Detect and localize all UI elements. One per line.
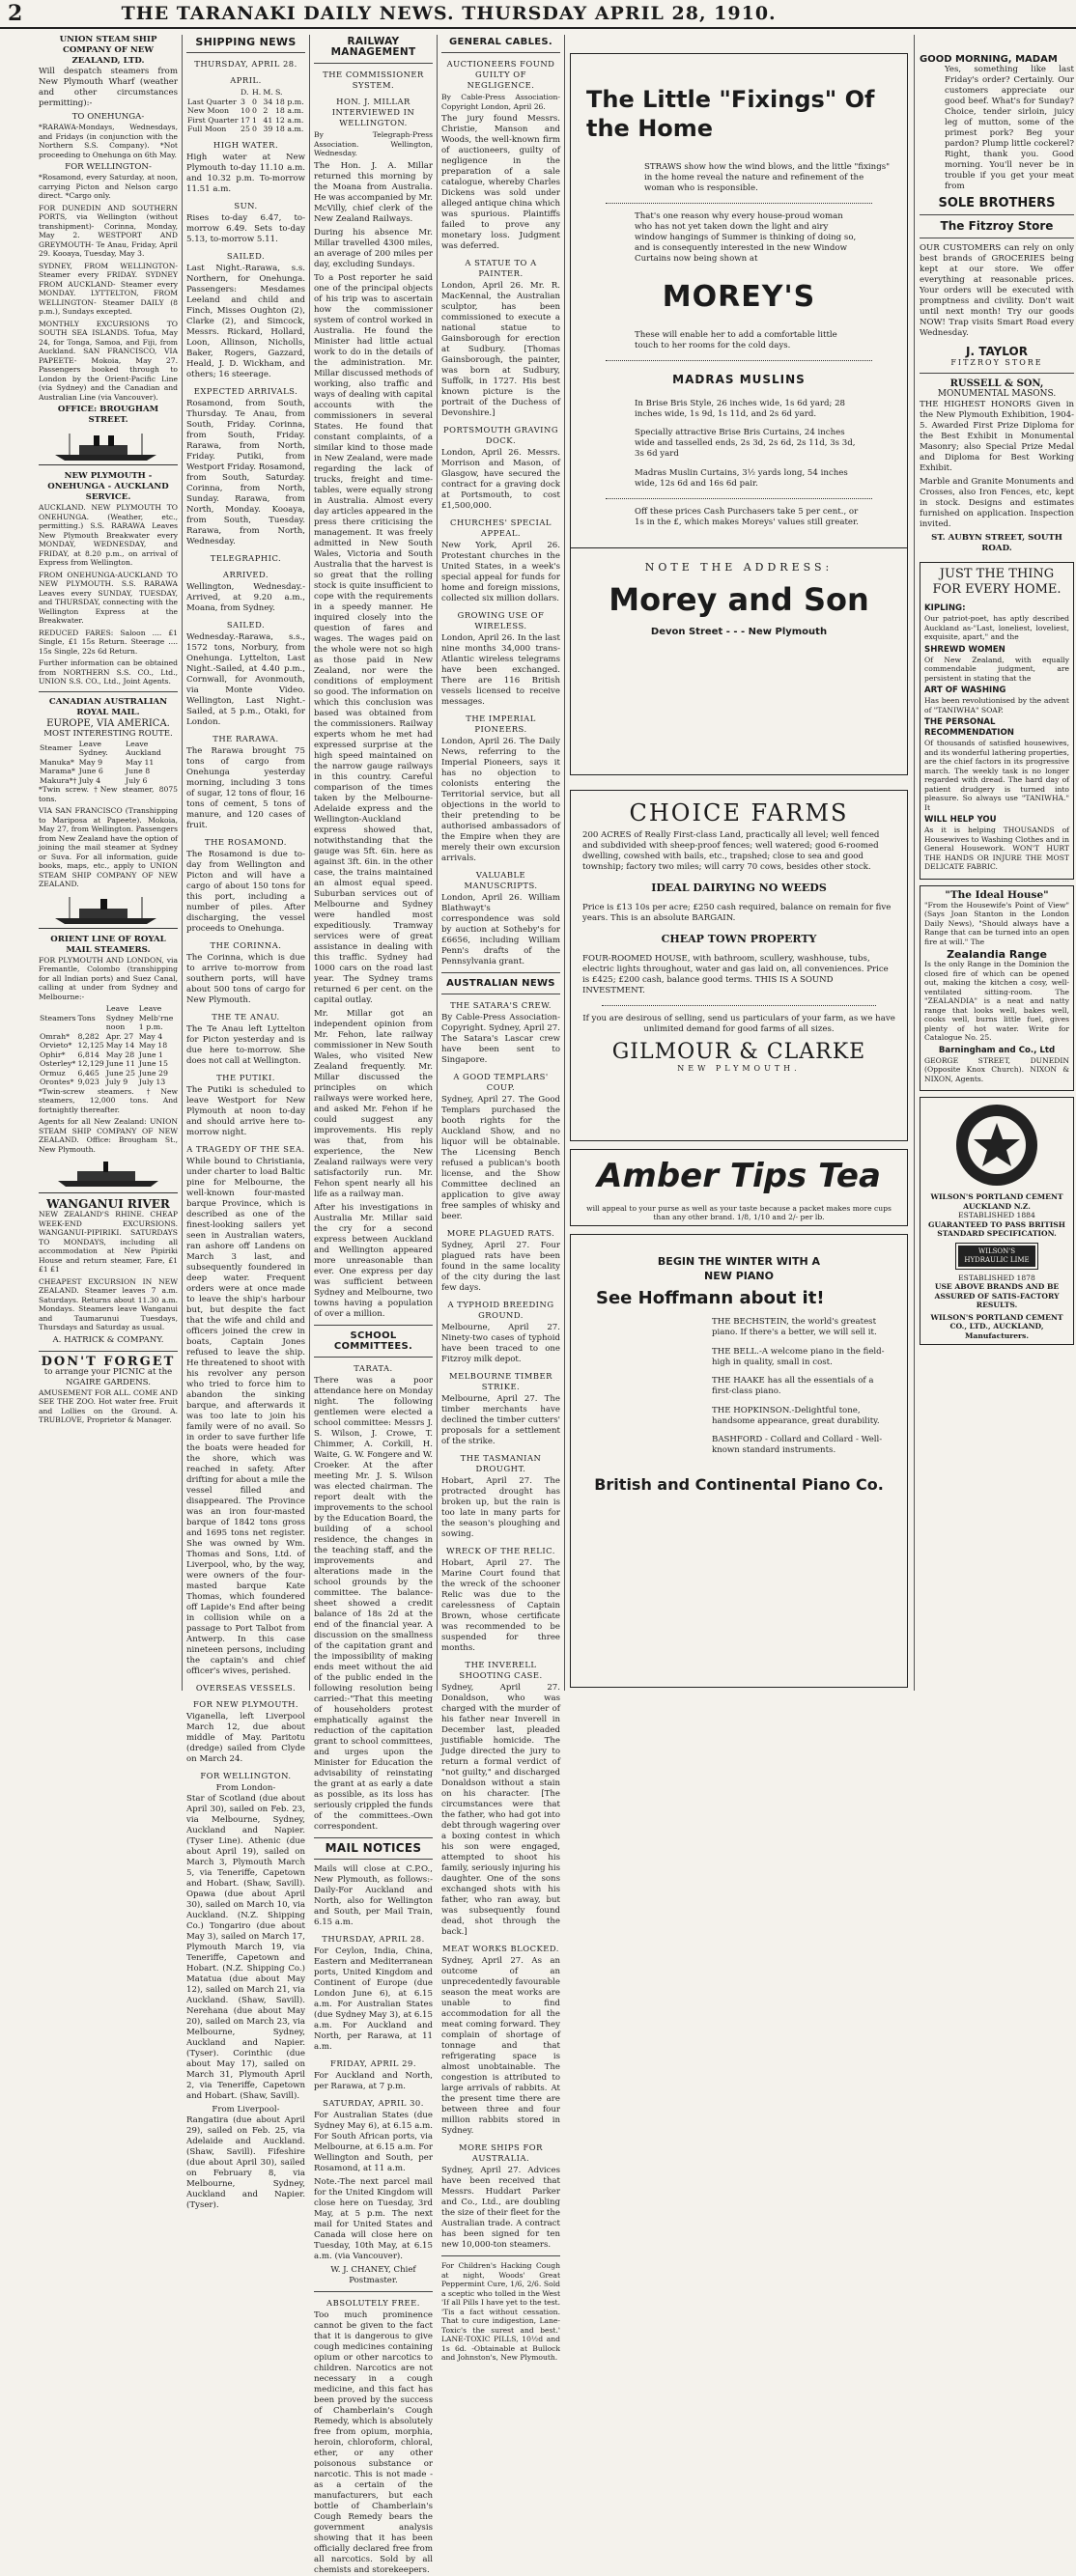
- ships-text: Sydney, April 27. Advices have been received that Messrs. Huddart Parker and Co., Ltd., are doubling the size of their fleet for the Australian trade. A contract has been signed for ten new 10,000-ton steamers.: [441, 2166, 560, 2250]
- zealandia-heading: Zealandia Range: [947, 948, 1047, 961]
- choice-farms-title: CHOICE FARMS: [629, 799, 849, 826]
- ideal-dairying: IDEAL DAIRYING NO WEEDS: [651, 882, 827, 894]
- san-francisco-text: VIA SAN FRANCISCO (Transhipping to Mariposa at Papeete). Mokoia, May 27, from Wellington. Passengers from New Zealand have the option of joining the mail steamer at Sydney or Suva. For all information, guide books, maps, etc., apply to UNION STEAM SHIP COMPANY OF NEW ZEALAND.: [39, 806, 178, 888]
- shrewd-text: Of New Zealand, with equally commendable judgment, are persistent in stating that the: [924, 655, 1069, 683]
- gilmour-clarke: GILMOUR & CLARKE: [611, 1040, 866, 1065]
- route-heading: MOST INTERESTING ROUTE.: [43, 728, 173, 739]
- sole-greeting: GOOD MORNING, MADAM: [920, 54, 1058, 65]
- wilsons-cement-advert: [920, 1097, 1074, 1345]
- corinna-text: The Corinna, which is due to arrive to-morrow from southern ports, will have about 500 tons of cargo for New Plymouth.: [186, 952, 305, 1005]
- british-continental: British and Continental Piano Co.: [594, 1475, 884, 1495]
- russell-text: THE HIGHEST HONORS Given in the New Plymouth Exhibition, 1904-5. Awarded First Prize Diploma for the Best Exhibit in Monumental Masonry; also Special Prize Medal and Diploma for Best Working Exhibit.: [920, 400, 1074, 473]
- amber-tips-title: Amber Tips Tea: [597, 1157, 881, 1195]
- europe-heading: EUROPE, VIA AMERICA.: [46, 717, 170, 729]
- table-row: Ophir* 6,814 May 28 June 1: [40, 1050, 164, 1059]
- help-heading: WILL HELP YOU: [924, 815, 997, 825]
- fixings-p3: These will enable her to add a comfortable little touch to her rooms for the cold days.: [635, 330, 837, 351]
- table-note: *Twin screw. †New steamer, 8075 tons.: [39, 785, 178, 803]
- table-row: Last Quarter 3 0 34 18 p.m.: [187, 97, 304, 106]
- arrived-text: Wellington, Wednesday.-Arrived, at 9.20 a.m., Moana, from Sydney.: [186, 581, 305, 613]
- from-liverpool-text: Rangatira (due about April 29), sailed on Feb. 25, via Adelaide and Auckland. (Shaw, Savill). Fifeshire (due about April 30), sailed on February 8, via Melbourne, Sydney, Auckland and Napier. (Tyser).: [186, 2114, 305, 2210]
- sun-heading: SUN.: [234, 200, 258, 210]
- table-row: Omrah* 8,282 Apr. 27 May 4: [40, 1031, 163, 1041]
- absolutely-free-heading: ABSOLUTELY FREE.: [326, 2297, 420, 2308]
- timber-heading: MELBOURNE TIMBER STRIKE.: [449, 1371, 552, 1391]
- fitzroy-text: OUR CUSTOMERS can rely on only best brands of GROCERIES being kept at our store. We offer everything at reasonable prices. Your orders will be executed with promptness and civility. Don't wait until next month! Try our goods NOW! Trap visits Smart Road every Wednesday.: [920, 243, 1074, 338]
- hoffmann-piano-advert: [570, 1234, 908, 1688]
- steamer-icon: [39, 895, 178, 929]
- wireless-heading: GROWING USE OF WIRELESS.: [457, 610, 545, 630]
- russell-name: RUSSELL & SON,: [949, 378, 1044, 389]
- railway-title: RAILWAY MANAGEMENT: [330, 36, 416, 58]
- dock-heading: PORTSMOUTH GRAVING DOCK.: [442, 425, 559, 445]
- cables-p1: The jury found Messrs. Christie, Manson and Woods, the well-known firm of auctioneers, guilty of negligence in the preparation of a sale catalogue, whereby Charles Dickens was sold under alleged antique china which was spurious. Plaintiffs failed to prove any monetary loss. Judgment was deferred.: [441, 114, 560, 251]
- table-row: Orvieto* 12,125 May 14 May 18: [40, 1041, 168, 1050]
- cement-guarantee: GUARANTEED TO PASS BRITISH STANDARD SPECIFICATION.: [928, 1219, 1065, 1238]
- piano-item: THE BECHSTEIN, the world's greatest piano. If there's a better, we will sell it.: [712, 1317, 877, 1337]
- sailed-text: Last Night.-Rarawa, s.s. Northern, for Onehunga. Passengers: Mesdames Leeland and child and Finch, Misses Oughton (2), Clarke (2), and Simcock, Messrs. Rickard, Hollard, Loon, Allinson, Nicholls, Baker, Rogers, Gazzard, Heald, J. D. Wickham, and others; 16 steerage.: [186, 263, 305, 379]
- for-np-text: Viganella, left Liverpool March 12, due about middle of May. Paritotu (dredge) sailed from Clyde on March 24.: [186, 1711, 305, 1764]
- picnic-text: to arrange your PICNIC at the NGAIRE GARDENS.: [43, 1366, 173, 1387]
- cement-seal-text: WILSON'S PORTLAND CEMENT AUCKLAND N.Z.: [930, 1192, 1063, 1211]
- piano-item: THE BELL.-A welcome piano in the field-high in quality, small in cost.: [712, 1346, 885, 1367]
- table-row: Ormuz 6,465 June 25 June 29: [40, 1068, 168, 1078]
- putiki-text: The Putiki is scheduled to leave Westport for New Plymouth at noon to-day and should arrive here to-morrow night.: [186, 1084, 305, 1137]
- railway-p4: Mr. Millar got an independent opinion from Mr. Fehon, late railway commissioner in New South Wales, who visited New Zealand frequently. Mr. Millar discussed the principles on which railways were worked here, and asked Mr. Fehon if he could suggest any improvements. His reply was that, from his experience, the New Zealand railways were very satisfactorily run. Mr. Fehon spent nearly all his life as a railway man.: [314, 1008, 433, 1199]
- masthead: [0, 0, 1076, 29]
- high-water-heading: HIGH WATER.: [212, 139, 279, 150]
- satara-text: By Cable-Press Association-Copyright. Sydney, April 27. The Satara's Lascar crew have been sent to Singapore.: [441, 1013, 560, 1065]
- moreys-name: MOREY'S: [662, 280, 816, 315]
- madras-p3: Madras Muslin Curtains, 3½ yards long, 54 inches wide, 12s 6d and 16s 6d pair.: [635, 467, 848, 489]
- dunedin-text: FOR DUNEDIN AND SOUTHERN PORTS, via Wellington (without transhipment)- Corinna, Monday, May 2. WESTPORT AND GREYMOUTH- Te Anau, Friday, April 29. Kooaya, Tuesday, May 3.: [39, 203, 178, 258]
- fares-info: Further information can be obtained from NORTHERN S.S. CO., Ltd., UNION S.S. CO., Ltd., Joint Agents.: [39, 658, 178, 686]
- choice-p2: Price is £13 10s per acre; £250 cash required, balance on remain for five years. This is an absolute BARGAIN.: [582, 903, 892, 923]
- onehunga-heading: TO ONEHUNGA-: [71, 112, 145, 122]
- column-4: [441, 35, 560, 2362]
- peppermint-ad: For Children's Hacking Cough at night, Woods' Great Peppermint Cure, 1/6, 2/6. Sold a sceptic who tolled in the West 'If all Pills I have yet to the test. 'Tis a fact without cessation. That to cure indigestion, Lane-Toxic's the surest and best.' LANE-TOXIC PILLS, 10½d and 1s 6d. -Obtainable at Bullock and Johnston's, New Plymouth.: [441, 2261, 560, 2362]
- thursday-heading: THURSDAY, APRIL 28.: [322, 1933, 425, 1944]
- shrewd-heading: SHREWD WOMEN: [924, 644, 1005, 655]
- railway-sub-1: THE COMMISSIONER SYSTEM.: [323, 70, 424, 90]
- expected-text: Rosamond, from South, Thursday. Te Anau, from South, Friday. Corinna, from South, Friday. Rarawa, from North, Friday. Putiki, from Westport Friday. Rosamond, from South, Saturday. Corinna, from North, Sunday. Rarawa, from North, Monday. Kooaya, from South, Tuesday. Rarawa, from North, Wednesday.: [186, 398, 305, 546]
- for-np-heading: FOR NEW PLYMOUTH.: [192, 1698, 299, 1709]
- zealandia-advert: [920, 885, 1074, 1092]
- from-liverpool: From Liverpool-: [212, 2104, 280, 2114]
- cement-use-text: USE ABOVE BRANDS AND BE ASSURED OF SATIS-FACTORY RESULTS.: [934, 1282, 1060, 1309]
- relic-text: Hobart, April 27. The Marine Court found that the wreck of the schooner Relic was due to the carelessness of Captain Brown, whose certificate was recommended to be suspended for three months.: [441, 1558, 560, 1653]
- putiki-heading: THE PUTIKI.: [216, 1072, 275, 1082]
- shipping-news-title: SHIPPING NEWS: [195, 36, 297, 48]
- churches-heading: CHURCHES' SPECIAL APPEAL.: [450, 518, 552, 538]
- cement-company: WILSON'S PORTLAND CEMENT CO., LTD., AUCKLAND, Manufacturers.: [930, 1312, 1063, 1340]
- wireless-text: London, April 26. In the last nine months 34,000 trans-Atlantic wireless telegrams have been exchanged. There are 116 British vessels licensed to receive messages.: [441, 633, 560, 707]
- wellington-text: *Rosamond, every Saturday, at noon, carrying Picton and Nelson cargo direct. *Cargo only.: [39, 173, 178, 200]
- barningham-address: GEORGE STREET, DUNEDIN (Opposite Knox Church). NIXON & NIXON, Agents.: [924, 1055, 1069, 1083]
- drought-text: Hobart, April 27. The protracted drought has broken up, but the rain is too late in many parts for the season's ploughing and sowing.: [441, 1476, 560, 1539]
- madras-p4: Off these prices Cash Purchasers take 5 per cent., or 1s in the £, which makes Moreys' values still greater.: [635, 507, 859, 528]
- statue-heading: A STATUE TO A PAINTER.: [465, 258, 537, 278]
- overseas-heading: OVERSEAS VESSELS.: [195, 1682, 297, 1693]
- lime-label: WILSON'S HYDRAULIC LIME: [958, 1246, 1035, 1267]
- timber-text: Melbourne, April 27. The timber merchants have declined the timber cutters' proposals for a settlement of the strike.: [441, 1394, 560, 1446]
- railway-p2: During his absence Mr. Millar travelled 4300 miles, an average of 200 miles per day, excluding Sundays.: [314, 227, 433, 269]
- manuscripts-heading: VALUABLE MANUSCRIPTS.: [464, 870, 538, 890]
- column-rule: [564, 35, 565, 1691]
- rats-heading: MORE PLAGUED RATS.: [446, 1228, 555, 1238]
- amber-tips-text: will appeal to your purse as well as your taste because a packet makes more cups than any other brand. 1/8, 1/10 and 2/- per lb.: [586, 1203, 892, 1222]
- table-row: New Moon 10 0 2 18 a.m.: [187, 106, 304, 115]
- expected-heading: EXPECTED ARRIVALS.: [193, 385, 298, 396]
- cables-byline: By Cable-Press Association-Copyright London, April 26.: [441, 93, 560, 111]
- dont-forget-heading: DON'T FORGET: [41, 1354, 176, 1369]
- rarawa-heading: THE RARAWA.: [212, 733, 279, 743]
- table-row: First Quarter 17 1 41 12 a.m.: [187, 115, 304, 125]
- april-heading: APRIL.: [230, 75, 262, 85]
- high-water-text: High water at New Plymouth to-day 11.10 a.m. and 10.32 p.m. To-morrow 11.51 a.m.: [186, 152, 305, 194]
- orient-sailings-table: Steamers Tons Leave Sydney noon Leave Melb'rne 1 p.m. Omrah* 8,282 Apr. 27 May 4 Orvieto* 12,125 May 14 May 18 Ophir* 6,814 May 28 June 1 Osterley* 12,129 June 11 June 15 Ormuz 6,465 June 25 June 29 Orontes* 9,023 July 9 July 13: [39, 1004, 178, 1087]
- typhoid-text: Melbourne, April 27. Ninety-two cases of typhoid have been traced to one Fitzroy milk depot.: [441, 1323, 560, 1364]
- steamer-icon: [39, 432, 178, 465]
- russell-sub: MONUMENTAL MASONS.: [937, 389, 1057, 399]
- mail-text: Mails will close at C.P.O., New Plymouth, as follows:- Daily-For Auckland and North, also for Wellington and South, per Mail Train, 6.15 a.m.: [314, 1863, 433, 1927]
- column-3: [314, 35, 434, 2575]
- kipling-text: Our patriot-poet, has aptly described Auckland as-"Last, loneliest, loveliest, exquisite, apart," and the: [924, 614, 1069, 641]
- general-cables-title: GENERAL CABLES.: [449, 37, 552, 47]
- excursions-text: MONTHLY EXCURSIONS TO SOUTH SEA ISLANDS. Tofua, May 24, for Tonga, Samoa, and Fiji, from Auckland. SAN FRANCISCO, VIA PAPEETE- Mokoia, May 27. Passengers booked through to London by the Orient-Pacific Line (via Sydney) and the Canadian and Australian Line (via Vancouver).: [39, 319, 178, 402]
- absolutely-free-text: Too much prominence cannot be given to the fact that it is dangerous to give cough medicines containing opium or other narcotics to children. Narcotics are not necessary in a cough medicine, and this fact has been proved by the success of Chamberlain's Cough Remedy, which is absolutely free from opium, morphia, heroin, chloroform, chloral, ether, or any other poisonous substance or narcotic. This is not made - as a certain of the manufacturers, but each bottle of Chamberlain's Cough Remedy bears the government analysis showing that it has been officially declared free from all narcotics. Sold by all chemists and storekeepers.: [314, 2310, 433, 2575]
- column-2: [186, 35, 305, 2210]
- cement-seal-icon: [953, 1102, 1040, 1189]
- saturday-text: For Australian States (due Sydney May 6), at 6.15 a.m. For South African ports, via Melbourne, at 6.15 a.m. For Wellington and South, per Rosamond, at 11 a.m.: [314, 2110, 433, 2173]
- gilmour-place: NEW PLYMOUTH.: [677, 1064, 801, 1074]
- sole-brothers: SOLE BROTHERS: [938, 196, 1056, 210]
- drought-heading: THE TASMANIAN DROUGHT.: [460, 1453, 542, 1473]
- tragedy-heading: A TRAGEDY OF THE SEA.: [186, 1143, 305, 1154]
- column-rule: [914, 35, 915, 1691]
- thursday-text: For Ceylon, India, China, Eastern and Mediterranean ports, United Kingdom and Continent of Europe (due London June 6), at 6.15 a.m. For Australian States (due Sydney May 3), at 6.15 a.m. For Auckland and North, per Rarawa, at 11 a.m.: [314, 1946, 433, 2052]
- fitzroy-store: The Fitzroy Store: [940, 219, 1054, 233]
- railway-byline: By Telegraph-Press Association. Wellington, Wednesday.: [314, 130, 433, 157]
- pioneers-heading: THE IMPERIAL PIONEERS.: [466, 714, 536, 734]
- teanau-heading: THE TE ANAU.: [212, 1011, 280, 1022]
- ideal-house-heading: "The Ideal House": [945, 888, 1049, 901]
- washing-heading: ART OF WASHING: [924, 686, 1006, 695]
- manuscripts-text: London, April 26. William Blathwayt's correspondence was sold by auction at Sotheby's for £6656, including William Penn's drafts of the Pennsylvania grant.: [441, 893, 560, 966]
- friday-heading: FRIDAY, APRIL 29.: [330, 2058, 416, 2068]
- column-rule: [182, 35, 183, 1691]
- cheap-town-heading: CHEAP TOWN PROPERTY: [661, 933, 817, 945]
- sailed2-text: Wednesday.-Rarawa, s.s., 1572 tons, Norbury, from Onehunga. Lyttelton, Last Night.-Sailed, at 4.40 p.m., Cornwall, for Avonmouth, via Monte Video. Wellington, Last Night.-Sailed, at 5 p.m., Otaki, for London.: [186, 631, 305, 727]
- statue-text: London, April 26. Mr. R. MacKennal, the Australian sculptor, has been commissioned to execute a national statue to Gainsborough for erection at Sudbury. [Thomas Gainsborough, the painter, was born at Sudbury, Suffolk, in 1727. His best known picture is the portrait of the Duchess of Devonshire.]: [441, 281, 560, 418]
- table-row: Full Moon 25 0 39 18 a.m.: [187, 125, 304, 133]
- just-the-thing: JUST THE THING FOR EVERY HOME.: [932, 567, 1062, 597]
- choice-farms-advert: [570, 790, 908, 1141]
- winter-heading: BEGIN THE WINTER WITH A NEW PIANO: [657, 1255, 821, 1282]
- rosamond-heading: THE ROSAMOND.: [205, 836, 287, 847]
- mail-notices-title: MAIL NOTICES: [325, 1840, 422, 1855]
- railway-p1: The Hon. J. A. Millar returned this morning by the Moana from Australia. He was accompanied by Mr. McVilly, chief clerk of the New Zealand Railways.: [314, 160, 434, 224]
- washing-text: Has been revolutionised by the advent of "TANIWHA" SOAP.: [924, 696, 1069, 714]
- personal-text: Of thousands of satisfied housewives, and its wonderful lathering properties, are the chief factors in its progressive march. The weekly task is no longer regarded with dread. The hard day of patient drudgery is turned into pleasure. So always use "TANIWHA." It: [924, 739, 1069, 812]
- satara-heading: THE SATARA'S CREW.: [450, 1000, 552, 1010]
- choice-p1: 200 ACRES of Really First-class Land, practically all level; well fenced and subdivided with sheep-proof fences; well watered; good 6-roomed dwelling, cowshed with bails, etc., trapshed; close to sea and good township; factory two miles; will carry 70 cows, besides other stock.: [582, 830, 880, 872]
- sun-text: Rises to-day 6.47, to-morrow 6.49. Sets to-day 5.13, to-morrow 5.11.: [186, 212, 305, 244]
- piano-item: BASHFORD - Collard and Collard - Well-known standard instruments.: [712, 1435, 883, 1456]
- templars-heading: A GOOD TEMPLARS' COUP.: [453, 1072, 549, 1092]
- table-row: Orontes* 9,023 July 9 July 13: [40, 1078, 166, 1086]
- arrived-heading: ARRIVED.: [222, 569, 269, 579]
- cheap-text: FOUR-ROOMED HOUSE, with bathroom, scullery, washhouse, tubs, electric lights throughout, water and gas laid on, all conveniences. Price is £425; £200 cash, balance good terms. THIS IS A SOUND INVESTMENT.: [582, 954, 889, 995]
- for-wellington-text: Star of Scotland (due about April 30), sailed on Feb. 23, via Melbourne, Sydney, Auckland and Napier. (Tyser Line). Athenic (due about April 19), sailed on March 3, Plymouth March 5, via Teneriffe, Capetown and Hobart. (Shaw, Savill). Opawa (due about April 30), sailed on March 10, via Auckland. (N.Z. Shipping Co.) Tongariro (due about May 3), sailed on March 17, Plymouth March 19, via Teneriffe, Capetown and Hobart. (N.Z. Shipping Co.) Matatua (due about May 12), sailed on March 21, via Auckland. (Shaw, Savill). Nerehana (due about May 20), sailed on March 23, via Melbourne, Sydney, Auckland and Napier. (Tyser). Corinthic (due about May 17), sailed on March 31, Plymouth April 2, via Teneriffe, Capetown and Hobart. (Shaw, Savill).: [186, 1793, 305, 2101]
- sailed-heading: SAILED.: [226, 250, 266, 261]
- cement-established: ESTABLISHED 1884: [958, 1211, 1035, 1219]
- help-text: As it is helping THOUSANDS of Housewives to Washing Clothes and in General Housework. WON'T HURT THE HANDS OR INJURE THE MOST DELICATE FABRIC.: [924, 826, 1069, 871]
- river-steamer-icon: [39, 1160, 178, 1193]
- column-rule: [437, 35, 438, 1691]
- sole-text: Yes, something like last Friday's order? Certainly. Our customers appreciate our good beef. What's for Sunday? Choice, tender sirloin, juicy leg of mutton, some of the primest pork? Beg your pardon? Plump little cockerel? Right, thank you. Good morning. You'll never be in trouble if you get your meat from: [945, 65, 1074, 191]
- telegraphic-heading: TELEGRAPHIC.: [210, 552, 282, 563]
- railway-p3: To a Post reporter he said one of the principal objects of his trip was to ascertain how the commissioner system of control worked in Australia. He found the Minister had little actual work to do in the details of the administration. Mr. Millar discussed methods of working, also traffic and ways of dealing with capital accounts with the commissioners in several States. He found that constant complaints, of a similar kind to those made in New Zealand, were made regarding the lack of trucks, freight and time-tables, were equally strong in Australia. Almost every day articles appeared in the press there criticising the management. It was freely admitted in New South Wales, Victoria and South Australia that the harvest is so great that the rolling stock is quite insufficient to cope with the requirements in a speedy manner. He inquired closely into the question of fares and wages. The wages paid on the whole were not so high as those paid in New Zealand, nor were the conditions of employment so good. The information on which this conclusion was based was obtained from the commissioners. Railway experts whom he met had expressed surprise at the high speed maintained on the narrow gauge railways in this country. Careful comparison of the times taken by the Melbourne-Adelaide express and the Wellington-Auckland express showed that, notwithstanding that the gauge was 5ft. 6in. here as against 3ft. 6in. in the other case, the trains maintained an almost equal speed. Suburban services out of Melbourne and Sydney were handled most expeditiously. Tramway services were of great assistance in dealing with this traffic. Sydney had 1000 cars on the road last year. The Sydney trams returned 6 per cent. on the capital outlay.: [314, 272, 433, 1005]
- tarata-heading: TARATA.: [354, 1362, 393, 1373]
- kipling-heading: KIPLING:: [924, 603, 966, 613]
- australian-news-title: AUSTRALIAN NEWS: [446, 978, 555, 989]
- moreys-advert: [570, 53, 908, 775]
- rats-text: Sydney, April 27. Four plagued rats have been found in the same locality of the city during the last few days.: [441, 1241, 560, 1293]
- rosamond-text: The Rosamond is due to-day from Wellington and Picton and will have a cargo of about 150 tons for this port, including a number of piles. After discharging, the vessel proceeds to Onehunga.: [186, 849, 305, 934]
- madras-heading: MADRAS MUSLINS: [672, 372, 806, 386]
- page-number: 2: [8, 1, 23, 26]
- zealandia-text: Is the only Range in the Dominion the closed fire of which can be opened out, making the kitchen a cosy, well-ventilated sitting-room. The "ZEALANDIA" is a neat and natty range that looks well, bakes well, cooks well, burns little fuel, gives plenty of hot water. Write for Catalogue No. 25.: [924, 960, 1069, 1042]
- choice-p3: If you are desirous of selling, send us particulars of your farm, as we have unlimited demand for good farms of all sizes.: [582, 1014, 895, 1035]
- lime-barrel-icon: [955, 1243, 1038, 1270]
- fixings-title: The Little "Fixings" Of the Home: [586, 86, 875, 142]
- meat-heading: MEAT WORKS BLOCKED.: [442, 1944, 559, 1953]
- hoffmann-heading: See Hoffmann about it!: [596, 1288, 825, 1308]
- note-text: Note.-The next parcel mail for the United Kingdom will close here on Tuesday, 3rd May, at 5 p.m. The next mail for United States and Canada will close here on Tuesday, 10th May, at 6.15 a.m. (via Vancouver).: [314, 2176, 433, 2261]
- taylor-name: J. TAYLOR: [966, 345, 1028, 358]
- np-service-title: NEW PLYMOUTH - ONEHUNGA - AUCKLAND SERVICE.: [47, 471, 169, 502]
- orient-table-note: *Twin-screw steamers. †New steamers, 12,000 tons. And fortnightly thereafter.: [39, 1086, 178, 1114]
- fixings-p1: STRAWS show how the wind blows, and the little "fixings" in the home reveal the nature and refinement of the woman who is responsible.: [644, 162, 891, 193]
- saturday-heading: SATURDAY, APRIL 30.: [323, 2097, 424, 2108]
- ideal-house-text: "From the Housewife's Point of View" (Says Joan Stanton in the London Daily News), "Should always have a Range that can be turned into an open fire at will." The: [924, 900, 1069, 946]
- auctioneers-heading: AUCTIONEERS FOUND GUILTY OF NEGLIGENCE.: [446, 59, 555, 90]
- column-rule: [309, 35, 310, 1691]
- onehunga-text: *RARAWA-Mondays, Wednesdays, and Fridays (in conjunction with the Northern S.S. Company). *Not proceeding to Onehunga on 6th May.: [39, 123, 178, 159]
- rarawa-text: The Rarawa brought 75 tons of cargo from Onehunga yesterday morning, including 3 tons of sugar, 12 tons of flour, 16 tons of cement, 5 tons of manure, and 120 cases of fruit.: [186, 745, 305, 830]
- friday-text: For Auckland and North, per Rarawa, at 7 p.m.: [314, 2070, 433, 2091]
- sydney-text: SYDNEY, FROM WELLINGTON- Steamer every FRIDAY. SYDNEY FROM AUCKLAND- Steamer every MONDAY. LYTTELTON, FROM WELLINGTON- Steamer DAILY (8 p.m.), Sundays excepted.: [39, 261, 178, 316]
- templars-text: Sydney, April 27. The Good Templars purchased the booth rights for the Auckland Show, and no liquor will be obtainable. The Licensing Bench refused a publican's booth license, and the Show Committee declined an application to give away free samples of whisky and beer.: [441, 1095, 560, 1221]
- relic-heading: WRECK OF THE RELIC.: [446, 1546, 555, 1555]
- morey-and-son: Morey and Son: [609, 581, 869, 619]
- amber-tips-advert: [570, 1149, 908, 1226]
- madras-p2: Specially attractive Brise Bris Curtains, 24 inches wide and tasselled ends, 2s 3d, 2s 6d, 2s 11d, 3s 3d, 3s 6d yard: [635, 428, 856, 460]
- churches-text: New York, April 26. Protestant churches in the United States, in a week's special appeal for funds for home and foreign missions, collected six million dollars.: [441, 541, 560, 603]
- teanau-text: The Te Anau left Lyttelton for Picton yesterday and is due here to-morrow. She does not call at Wellington.: [186, 1023, 305, 1066]
- madras-p1: In Brise Bris Style, 26 inches wide, 1s 6d yard; 28 inches wide, 1s 9d, 1s 11d, and 2s 6d yard.: [635, 398, 846, 419]
- fixings-p2: That's one reason why every house-proud woman who has not yet taken down the light and airy window hangings of Summer is thinking of doing so, and is consequently interested in the new Window Curtains now being shown at: [635, 211, 857, 265]
- taniwha-advert: [920, 562, 1074, 880]
- tragedy-text: While bound to Christiania, under charter to load Baltic pine for Melbourne, the well-known four-masted barque Province, which is described as one of the finest-looking sailers yet seen in Australian waters, ran ashore off Landens on March 3 last, and subsequently foundered in deep water. Frequent orders were at once made to leave the ship's harbour but, but despite the fact that the wife and child and officers joined the crew in boats, Captain Jones refused to leave the ship. He threatened to shoot with his revolver any person who tried to force him to abandon the sinking barque, and afterwards it was too late to join his family were of no avail. So in order to save further life the boats were headed for the shore, which was reached in safety. After drifting for about a mile the vessel filled and disappeared. The Province was an iron four-masted barque of 1842 tons gross and 1695 tons net register. She was owned by Wm. Thomas and Sons, Ltd. of Liverpool, who, by the way, were owners of the four-masted barque Kate Thomas, which foundered off Lapide's End after being in collision while on a passage to Port Talbot from Antwerp. In this case nineteen persons, including the captain's and chief officer's wives, perished.: [186, 1156, 305, 1676]
- newspaper-title: THE TARANAKI DAILY NEWS. THURSDAY APRIL 28, 1910.: [121, 3, 777, 24]
- from-london: From London-: [215, 1782, 276, 1793]
- table-row: Marama* June 6 June 8: [40, 767, 151, 775]
- school-committees-title: SCHOOL COMMITTEES.: [333, 1330, 413, 1352]
- wellington-heading: FOR WELLINGTON-: [65, 162, 152, 172]
- meat-text: Sydney, April 27. As an outcome of an unprecedentedly favourable season the meat works are unable to find accommodation for all the meat coming forward. They complain of shortage of tonnage and that refrigerating space is almost unobtainable. The congestion is attributed to large arrivals of rabbits. At the present time there are between three and four million rabbits stored in Sydney.: [441, 1956, 560, 2136]
- np-service-text: AUCKLAND. NEW PLYMOUTH TO ONEHUNGA. (Weather, etc., permitting.) S.S. RARAWA Leaves New Plymouth Breakwater every MONDAY, WEDNESDAY, and FRIDAY, at 8.20 p.m., on arrival of Express from Wellington.: [39, 503, 178, 567]
- wanganui-title: WANGANUI RIVER: [46, 1197, 170, 1211]
- wanganui-text-2: CHEAPEST EXCURSION IN NEW ZEALAND. Steamer leaves 7 a.m. Saturdays. Returns about 11.30 a.m. Mondays. Steamers leave Wanganui and Taumarunui Tuesdays, Thursdays and Saturday as usual.: [39, 1276, 178, 1331]
- piano-item: THE HOPKINSON.-Delightful tone, handsome appearance, great durability.: [712, 1405, 880, 1426]
- ships-heading: MORE SHIPS FOR AUSTRALIA.: [459, 2142, 543, 2163]
- sailed2-heading: SAILED.: [226, 619, 266, 630]
- russell-address: ST. AUBYN STREET, SOUTH ROAD.: [931, 533, 1062, 553]
- union-steam-title: UNION STEAM SHIP COMPANY OF NEW ZEALAND, LTD.: [59, 35, 157, 66]
- np-service-text-2: FROM ONEHUNGA-AUCKLAND TO NEW PLYMOUTH. S.S. RARAWA Leaves every SUNDAY, TUESDAY, and THURSDAY, connecting with the Wellington Express at the Breakwater.: [39, 570, 178, 625]
- union-text: Will despatch steamers from New Plymouth Wharf (weather and other circumstances permitting):-: [39, 67, 178, 108]
- pioneers-text: London, April 26. The Daily News, referring to the Imperial Pioneers, says it has no objection to colonists entering the Territorial service, but all objections in the world to their pretending to be authorised ambassadors of the Empire when they are merely their own excursion arrivals.: [441, 737, 560, 863]
- railway-p5: After his investigations in Australia Mr. Millar said the cry for a second express between Auckland and Wellington appeared more unreasonable than ever. One express per day was sufficient between Sydney and Melbourne, two towns having a population of over a million.: [314, 1202, 433, 1319]
- canadian-sailings-table: Steamer Leave Sydney. Leave Auckland Manuka* May 9 May 11 Marama* June 6 June 8 Makura*† July 4 July 6: [39, 740, 178, 786]
- dock-text: London, April 26. Messrs. Morrison and Mason, of Glasgow, have secured the contract for a graving dock at Portsmouth, to cost £1,500,000.: [441, 448, 560, 511]
- taylor-place: FITZROY STORE: [950, 358, 1043, 367]
- corinna-heading: THE CORINNA.: [210, 939, 282, 950]
- office-line: OFFICE: BROUGHAM STREET.: [57, 405, 159, 425]
- chaney-signature: W. J. CHANEY, Chief Postmaster.: [330, 2264, 416, 2285]
- shipping-date: THURSDAY, APRIL 28.: [194, 59, 297, 69]
- lime-established: ESTABLISHED 1878: [958, 1273, 1035, 1282]
- orient-title: ORIENT LINE OF ROYAL MAIL STEAMERS.: [50, 934, 166, 955]
- wanganui-text: NEW ZEALAND'S RHINE. CHEAP WEEK-END EXCURSIONS. WANGANUI-PIPIRIKI. SATURDAYS TO MONDAYS, including all accommodation at New Pipiriki House and return steamer, Fare, £1 £1 £1: [39, 1210, 178, 1274]
- column-right: [920, 54, 1074, 1713]
- column-1: [39, 35, 178, 1694]
- canadian-title: CANADIAN AUSTRALIAN ROYAL MAIL.: [48, 696, 168, 717]
- amusement-text: AMUSEMENT FOR ALL. COME AND SEE THE ZOO. Hot water free. Fruit and Lollies on the Ground. A. TRUBLOVE, Proprietor & Manager.: [39, 1387, 178, 1424]
- hatrick-line: A. HATRICK & COMPANY.: [52, 1334, 164, 1345]
- orient-text: FOR PLYMOUTH AND LONDON, via Fremantle, Colombo (transhipping for all Indian ports) and Suez Canal, calling at under from Sydney and Melbourne:-: [39, 955, 178, 1001]
- table-row: Manuka* May 9 May 11: [40, 757, 155, 767]
- table-row: Makura*† July 4 July 6: [40, 775, 148, 785]
- orient-agents: Agents for all New Zealand: UNION STEAM SHIP COMPANY OF NEW ZEALAND. Office: Brougham St., New Plymouth.: [39, 1117, 178, 1154]
- personal-heading: THE PERSONAL RECOMMENDATION: [924, 717, 1014, 738]
- table-row: Osterley* 12,129 June 11 June 15: [40, 1059, 168, 1068]
- note-address: NOTE THE ADDRESS:: [644, 561, 834, 574]
- inverell-heading: THE INVERELL SHOOTING CASE.: [459, 1660, 543, 1680]
- barningham-name: Barningham and Co., Ltd: [938, 1045, 1056, 1055]
- railway-sub-2: HON. J. MILLAR INTERVIEWED IN WELLINGTON.: [331, 97, 415, 127]
- moon-table: D. H. M. S. Last Quarter 3 0 34 18 p.m. New Moon 10 0 2 18 a.m. First Quarter 17 1 41 12 a.m. Full Moon 25 0 39 18 a.m.: [187, 88, 304, 133]
- for-wellington-heading: FOR WELLINGTON.: [200, 1770, 292, 1780]
- devon-street: Devon Street - - - New Plymouth: [650, 627, 828, 638]
- typhoid-heading: A TYPHOID BREEDING GROUND.: [447, 1300, 554, 1320]
- piano-item: THE HAAKE has all the essentials of a first-class piano.: [712, 1376, 874, 1397]
- reduced-fares: REDUCED FARES: Saloon .... £1 Single, £1 15s Return. Steerage .... 15s Single, 22s 6d Return.: [39, 628, 178, 656]
- russell-text-2: Marble and Granite Monuments and Crosses, also Iron Fences, etc, kept in stock. Designs and estimates furnished on application. Inspection invited.: [920, 477, 1074, 529]
- school-text: There was a poor attendance here on Monday night. The following gentlemen were elected a school committee: Messrs J. S. Wilson, J. Crowe, T. Chimmer, A. Corkill, H. Waite, G. W. Fongere and W. Croeker. At the after meeting Mr. J. S. Wilson was elected chairman. The report dealt with the improvements to the school by the Education Board, the building of a school residence, the changes in the teaching staff, and the improvements and alterations made in the school grounds by the committee. The balance-sheet showed a credit balance of 18s 2d at the end of the financial year. A discussion on the smallness of the capitation grant and the impossibility of making ends meet without the aid of the public ended in the following resolution being carried:-"That this meeting of householders protest emphatically against the reduction of the capitation grant to school committees, and urges upon the Minister for Education the advisability of reinstating the grant at as early a date as possible, as its loss has seriously crippled the funds of the committees.-Own correspondent.: [314, 1375, 433, 1832]
- inverell-text: Sydney, April 27. Donaldson, who was charged with the murder of his father near Inverell in December last, pleaded justifiable homicide. The Judge directed the jury to return a formal verdict of "not guilty," and discharged Donaldson without a stain on his character. [The circumstances were that the father, who had got into debt through wagering over a boxing contest in which his son were engaged, attempted to shoot his family, seriously injuring his daughter. One of the sons exchanged shots with his father, who ran away, but was subsequently found dead, shot through the back.]: [441, 1683, 560, 1937]
